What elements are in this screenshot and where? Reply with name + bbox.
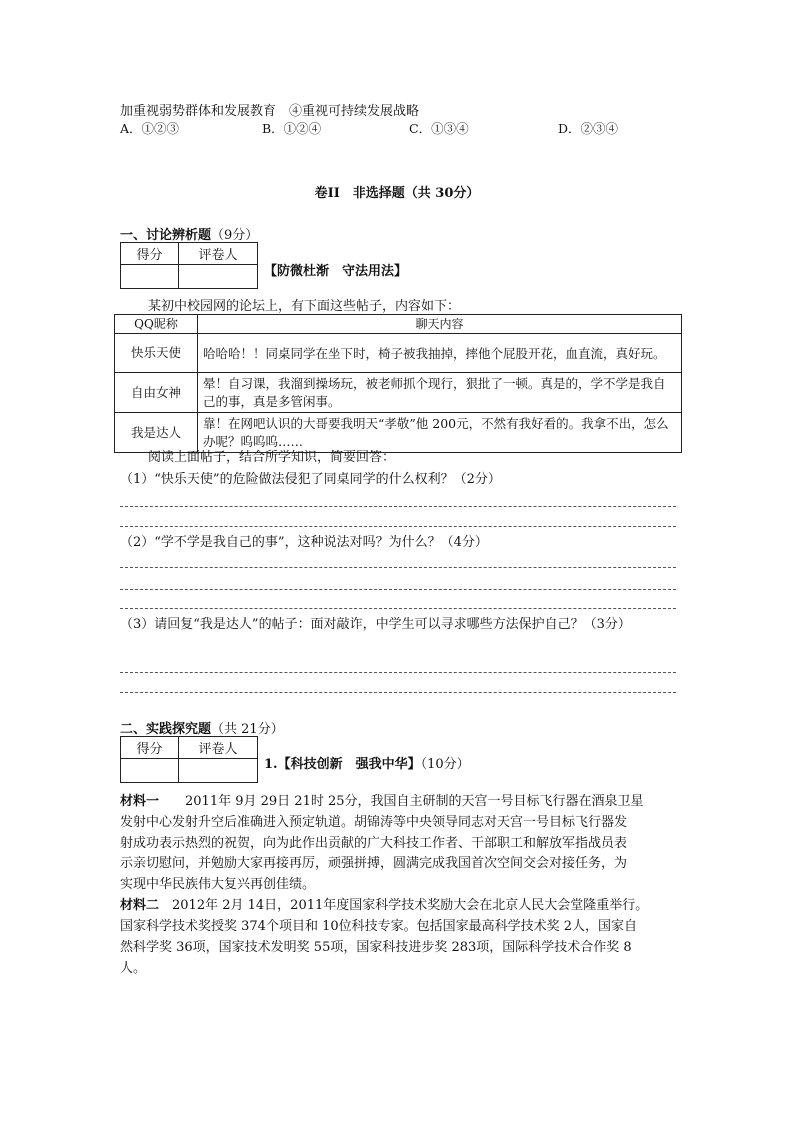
answer-line[interactable] [120,506,676,507]
answer-line[interactable] [120,526,676,527]
question-number: 1. [264,757,278,772]
score-cell[interactable] [121,759,179,783]
answer-line[interactable] [120,672,676,673]
score-label: 得分 [121,243,179,265]
score-table-1 [120,242,258,289]
question-2: （2）“学不学是我自己的事”，这种说法对吗？为什么？（4分） [120,535,488,550]
material-1-label: 材料一 [120,794,160,809]
grader-cell[interactable] [179,759,258,783]
choice-a: A．①②③ [120,121,180,136]
chat-row [115,334,682,373]
chat-table [114,314,682,453]
part-title: 卷II 非选择题（共 30分） [314,186,480,201]
section1-theme: 【防微杜渐 守法用法】 [264,264,408,279]
choice-c: C．①③④ [409,121,469,136]
section2-heading [120,718,284,737]
score-table-2 [120,736,258,783]
material-text: 国家科学技术奖授奖 374个项目和 10位科技专家。包括国家最高科学技术奖 2人，国家自 [120,919,638,934]
score-label: 得分 [121,737,179,759]
material-2-label: 材料二 [120,898,160,913]
continued-option-text: 加重视弱势群体和发展教育 ④重视可持续发展战略 [120,104,420,119]
material-text: 2012年 2月 14日，2011年度国家科学技术奖励大会在北京人民大会堂隆重举行。 [159,898,649,913]
section1-title: 一、讨论辨析题 [120,228,212,243]
chat-message: 晕！自习课，我溜到操场玩，被老师抓个现行，狠批了一顿。真是的，学不学是我自己的事，真是多管闲事。 [198,373,682,413]
chat-nick: 自由女神 [115,373,198,413]
material-text: 射成功表示热烈的祝贺，向为此作出贡献的广大科技工作者、干部职工和解放军指战员表 [120,836,628,851]
material-text: 实现中华民族伟大复兴再创佳绩。 [120,877,316,892]
material-1-line [120,790,644,809]
section1-points: （9分） [211,228,259,243]
section1-heading [120,224,258,243]
chat-message: 靠！在网吧认识的大哥要我明天“孝敬”他 200元，不然有我好看的。我拿不出，怎么办呢？呜呜呜…… [198,413,682,453]
read-prompt: 阅读上面帖子，结合所学知识，简要回答： [148,450,396,465]
section2-points: （共 21分） [211,722,284,737]
grader-cell[interactable] [179,265,258,289]
question-3: （3）请回复“我是达人”的帖子：面对敲诈，中学生可以寻求哪些方法保护自己？（3分） [120,617,631,632]
question-points: （10分） [420,757,470,772]
question-heading [264,753,470,772]
material-text: 然科学奖 36项，国家技术发明奖 55项，国家科技进步奖 283项，国际科学技术合作奖 8 [120,940,632,955]
material-text: 示亲切慰问，并勉励大家再接再厉，顽强拼搏，圆满完成我国首次空间交会对接任务，为 [120,856,628,871]
material-2-line [120,894,648,913]
answer-line[interactable] [120,589,676,590]
choice-d: D．②③④ [558,121,619,136]
section2-title: 二、实践探究题 [120,722,212,737]
section1-intro: 某初中校园网的论坛上，有下面这些帖子，内容如下： [148,299,461,314]
choice-b: B．①②④ [262,121,322,136]
grader-label: 评卷人 [179,737,258,759]
chat-row [115,373,682,413]
answer-line[interactable] [120,692,676,693]
grader-label: 评卷人 [179,243,258,265]
material-text: 人。 [120,961,147,976]
chat-message: 哈哈哈！！同桌同学在坐下时，椅子被我抽掉，摔他个屁股开花，血直流，真好玩。 [198,334,682,373]
material-text: 发射中心发射升空后准确进入预定轨道。胡锦涛等中央领导同志对天宫一号目标飞行器发 [120,815,628,830]
section2-theme: 【科技创新 强我中华】 [277,757,421,772]
answer-line[interactable] [120,567,676,568]
chat-header-nick: QQ昵称 [115,315,198,334]
score-cell[interactable] [121,265,179,289]
question-1: （1）“快乐天使”的危险做法侵犯了同桌同学的什么权利？（2分） [120,472,501,487]
answer-line[interactable] [120,608,676,609]
chat-nick: 我是达人 [115,413,198,453]
chat-header-content: 聊天内容 [198,315,682,334]
chat-nick: 快乐天使 [115,334,198,373]
material-text: 2011年 9月 29日 21时 25分，我国自主研制的天宫一号目标飞行器在酒泉卫星 [159,794,644,809]
